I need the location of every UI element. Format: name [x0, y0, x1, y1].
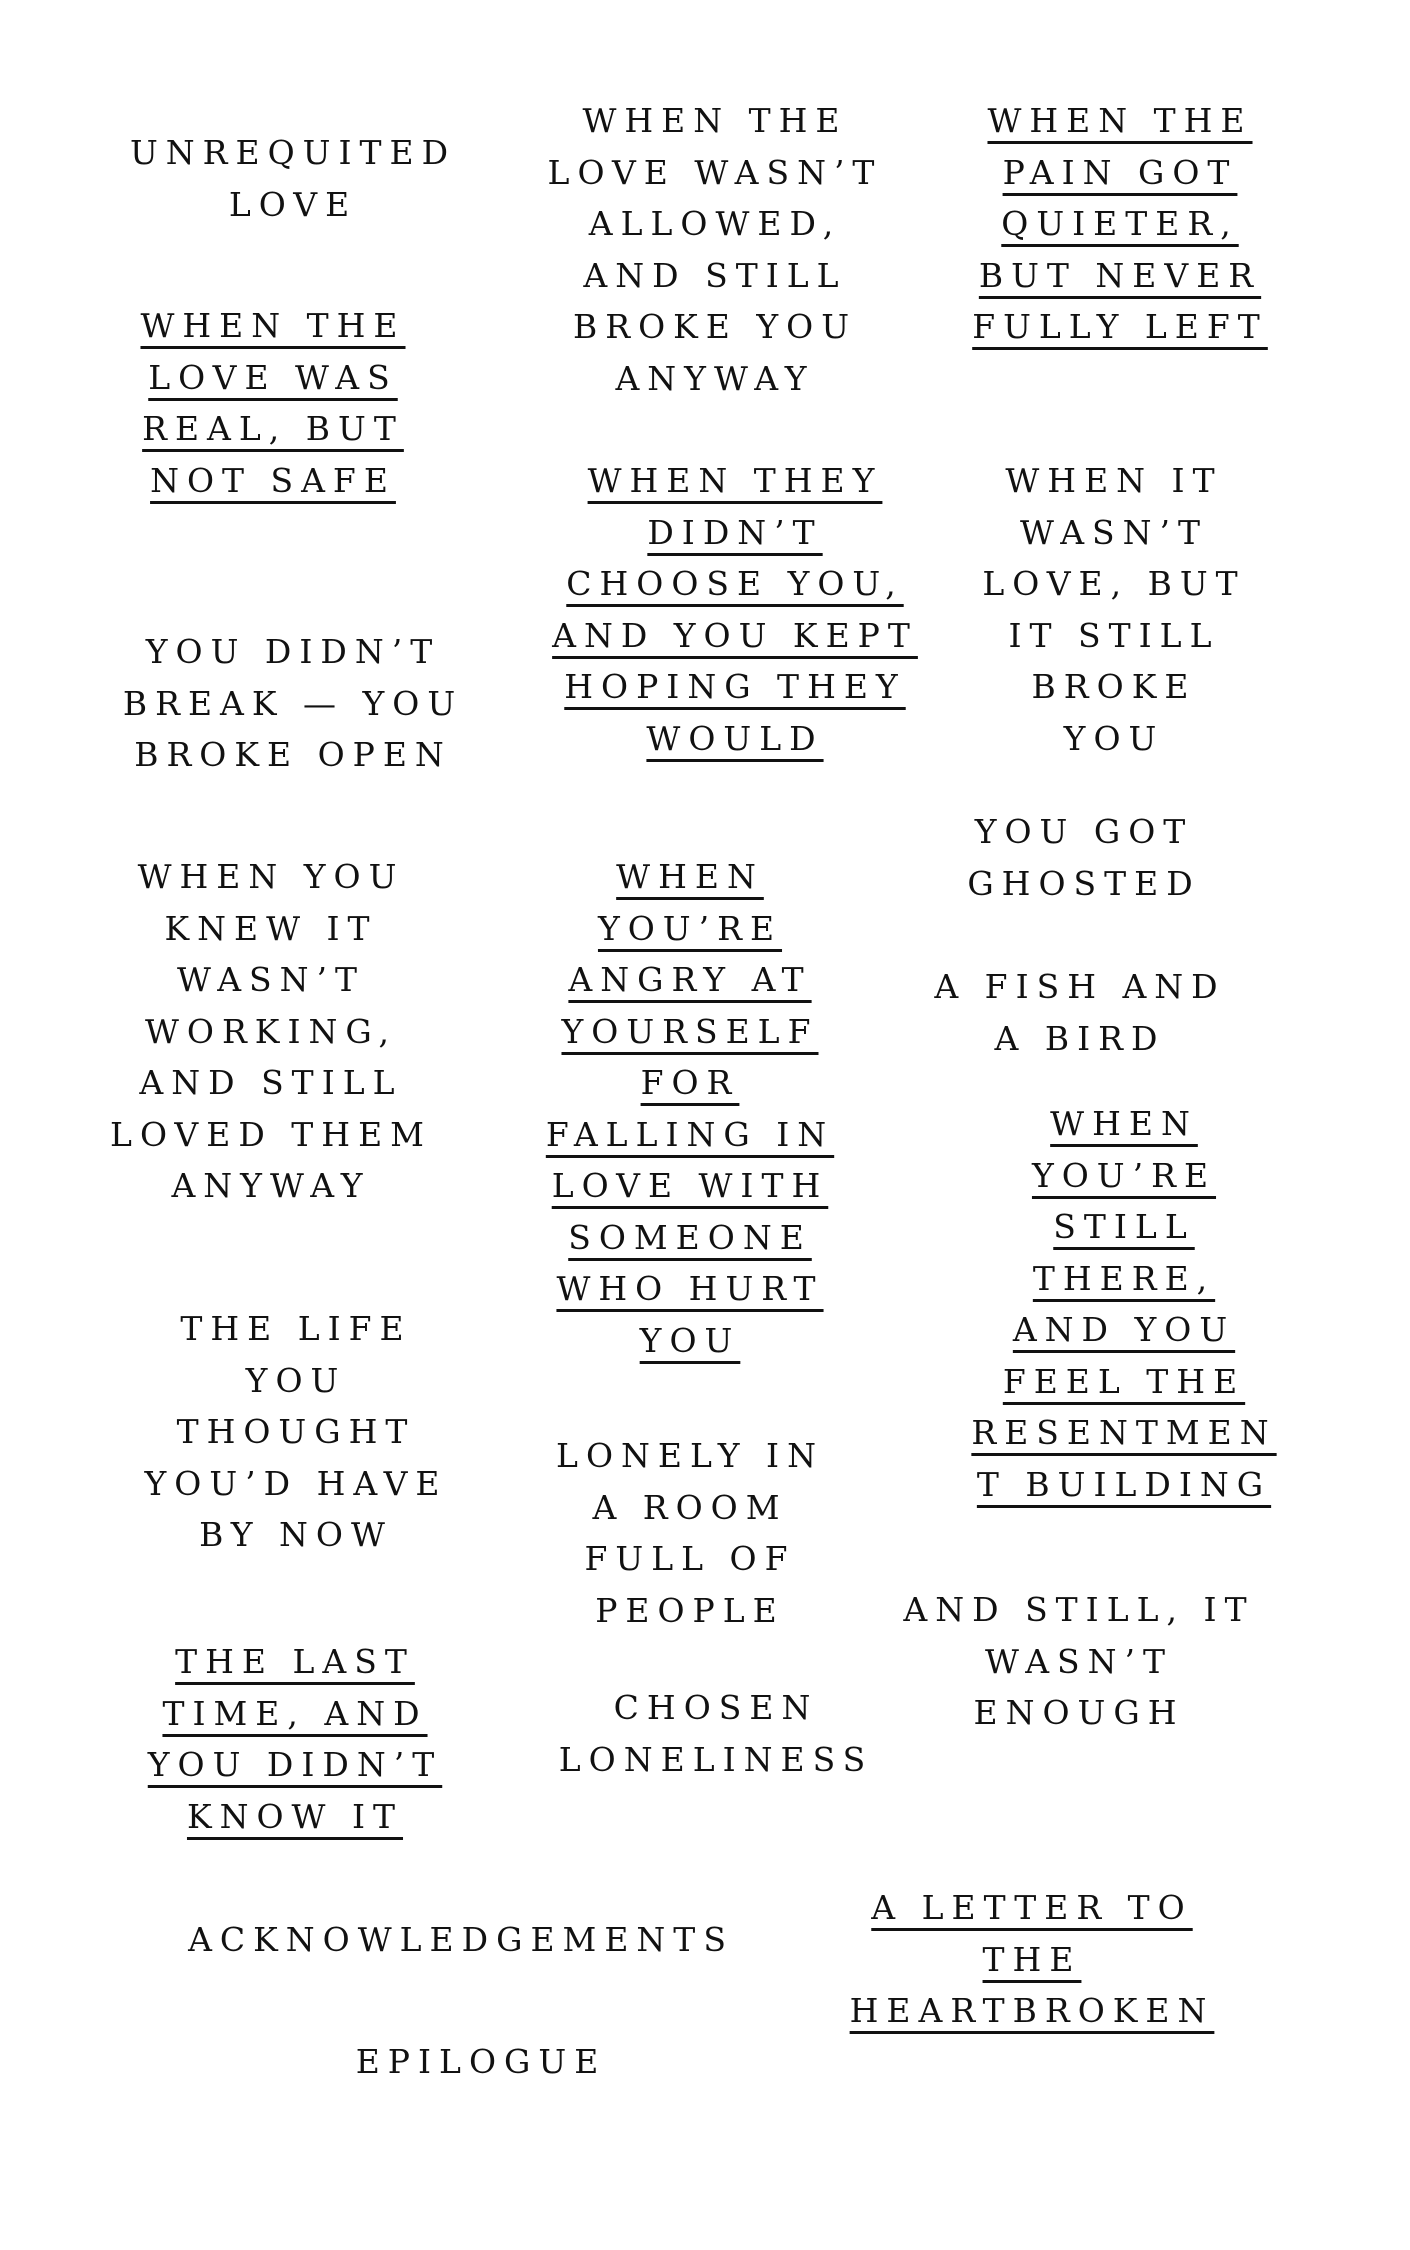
toc-line: LOVE WAS: [148, 357, 398, 397]
toc-line: LOVE WITH: [551, 1166, 829, 1205]
toc-line: CHOSEN: [613, 1688, 819, 1727]
toc-line: THE: [982, 1939, 1082, 1979]
toc-link-pain-got-quieter[interactable]: [972, 95, 1268, 353]
toc-line: WHEN YOU: [137, 857, 405, 896]
toc-line: FEEL THE: [1002, 1361, 1246, 1401]
toc-entry-love-wasnt-allowed: [548, 95, 883, 404]
toc-line: LOVE WASN’T: [547, 152, 883, 192]
toc-line: REAL, BUT: [142, 409, 404, 448]
toc-line: HOPING THEY: [564, 667, 906, 706]
toc-line: ANYWAY: [615, 358, 815, 398]
toc-line: AND YOU: [1012, 1310, 1236, 1349]
toc-line: YOU: [639, 1320, 741, 1360]
toc-line: IT STILL: [1008, 615, 1220, 655]
toc-line: T BUILDING: [976, 1464, 1272, 1504]
toc-entry-lonely-in-a-room: [556, 1430, 824, 1636]
toc-line: WHEN: [1050, 1104, 1198, 1143]
toc-line: YOU: [245, 1360, 347, 1400]
toc-line: PEOPLE: [595, 1590, 785, 1630]
toc-line: LOVE: [228, 184, 358, 224]
toc-link-love-real-not-safe[interactable]: [140, 300, 405, 506]
toc-line: WHEN THEY: [587, 461, 883, 500]
toc-link-letter-to-heartbroken[interactable]: [850, 1882, 1215, 2037]
toc-line: AND STILL: [139, 1063, 403, 1102]
toc-entry-chosen-loneliness: [559, 1682, 873, 1785]
toc-line: A BIRD: [994, 1018, 1166, 1058]
toc-line: EPILOGUE: [355, 2042, 607, 2081]
toc-entry-broke-open: [123, 626, 463, 781]
toc-entry-still-wasnt-enough: [903, 1584, 1254, 1739]
toc-line: PAIN GOT: [1002, 152, 1238, 192]
toc-line: NOT SAFE: [150, 460, 396, 500]
toc-entry-life-you-thought: [145, 1303, 448, 1561]
toc-line: WHEN IT: [1005, 461, 1223, 500]
toc-line: WASN’T: [984, 1641, 1174, 1681]
toc-line: THOUGHT: [176, 1412, 416, 1451]
toc-line: LOVED THEM: [110, 1114, 432, 1154]
toc-line: LOVE, BUT: [982, 564, 1246, 603]
toc-line: HEARTBROKEN: [849, 1991, 1215, 2030]
toc-line: WOULD: [646, 718, 824, 758]
toc-line: AND STILL, IT: [903, 1590, 1255, 1629]
toc-line: BREAK — YOU: [122, 683, 464, 723]
toc-line: STILL: [1053, 1207, 1195, 1246]
toc-line: QUIETER,: [1001, 204, 1239, 243]
toc-line: A ROOM: [592, 1487, 788, 1527]
toc-entry-knew-it-wasnt-working: [110, 851, 432, 1212]
toc-line: SOMEONE: [568, 1217, 812, 1257]
toc-line: FALLING IN: [545, 1114, 835, 1154]
toc-line: A FISH AND: [934, 967, 1226, 1006]
toc-line: RESENTMEN: [971, 1413, 1277, 1452]
toc-link-still-there-resentment[interactable]: [971, 1098, 1276, 1510]
toc-line: A LETTER TO: [871, 1888, 1193, 1927]
toc-line: KNEW IT: [164, 908, 378, 948]
toc-line: GHOSTED: [967, 863, 1201, 903]
toc-line: FULL OF: [584, 1539, 796, 1578]
toc-line: LONELY IN: [556, 1436, 824, 1475]
toc-line: DIDN’T: [647, 512, 823, 552]
toc-line: FOR: [640, 1063, 740, 1102]
toc-line: FULLY LEFT: [972, 307, 1268, 346]
toc-link-the-last-time[interactable]: [148, 1636, 442, 1842]
toc-link-angry-at-yourself[interactable]: [546, 851, 834, 1366]
toc-line: TIME, AND: [162, 1693, 428, 1733]
toc-line: WHEN: [616, 857, 764, 896]
toc-entry-wasnt-love-still-broke: [982, 455, 1245, 764]
toc-line: ANYWAY: [171, 1166, 371, 1205]
toc-line: BY NOW: [199, 1515, 393, 1554]
toc-line: WHEN THE: [582, 101, 848, 140]
toc-entry-fish-and-bird: [934, 961, 1225, 1064]
toc-line: WORKING,: [144, 1011, 398, 1051]
toc-line: YOURSELF: [561, 1011, 819, 1051]
toc-line: THE LIFE: [180, 1309, 412, 1348]
toc-line: CHOOSE YOU,: [566, 564, 904, 603]
toc-line: THERE,: [1032, 1258, 1216, 1298]
toc-line: YOU GOT: [974, 812, 1194, 851]
toc-line: LONELINESS: [558, 1739, 874, 1779]
toc-line: BUT NEVER: [978, 255, 1262, 295]
toc-link-didnt-choose-you[interactable]: [552, 455, 918, 764]
toc-line: BROKE OPEN: [134, 735, 452, 774]
toc-line: KNOW IT: [186, 1796, 404, 1836]
toc-line: WHEN THE: [140, 306, 406, 345]
toc-line: UNREQUITED: [129, 133, 457, 172]
toc-line: WHO HURT: [556, 1269, 824, 1308]
toc-line: THE LAST: [175, 1642, 415, 1681]
toc-line: WASN’T: [176, 960, 366, 999]
toc-entry-epilogue: [356, 2036, 607, 2088]
toc-line: YOU: [1063, 718, 1165, 758]
toc-line: WHEN THE: [987, 101, 1253, 140]
toc-line: YOU DIDN’T: [145, 632, 441, 671]
toc-entry-acknowledgements: [188, 1914, 734, 1966]
toc-line: ACKNOWLEDGEMENTS: [188, 1920, 734, 1959]
toc-line: YOU DIDN’T: [147, 1745, 443, 1784]
toc-line: YOU’RE: [1031, 1155, 1217, 1195]
toc-entry-unrequited-love: [130, 127, 456, 230]
toc-line: ENOUGH: [973, 1693, 1185, 1732]
toc-line: YOU’D HAVE: [144, 1463, 448, 1503]
toc-line: AND YOU KEPT: [552, 615, 918, 655]
toc-entry-you-got-ghosted: [967, 806, 1200, 909]
toc-line: AND STILL: [583, 255, 847, 295]
toc-line: ANGRY AT: [568, 960, 812, 999]
toc-line: BROKE: [1031, 667, 1197, 706]
toc-line: WASN’T: [1019, 512, 1209, 552]
toc-line: YOU’RE: [597, 908, 783, 948]
toc-line: ALLOWED,: [588, 204, 842, 243]
toc-line: BROKE YOU: [572, 307, 858, 346]
